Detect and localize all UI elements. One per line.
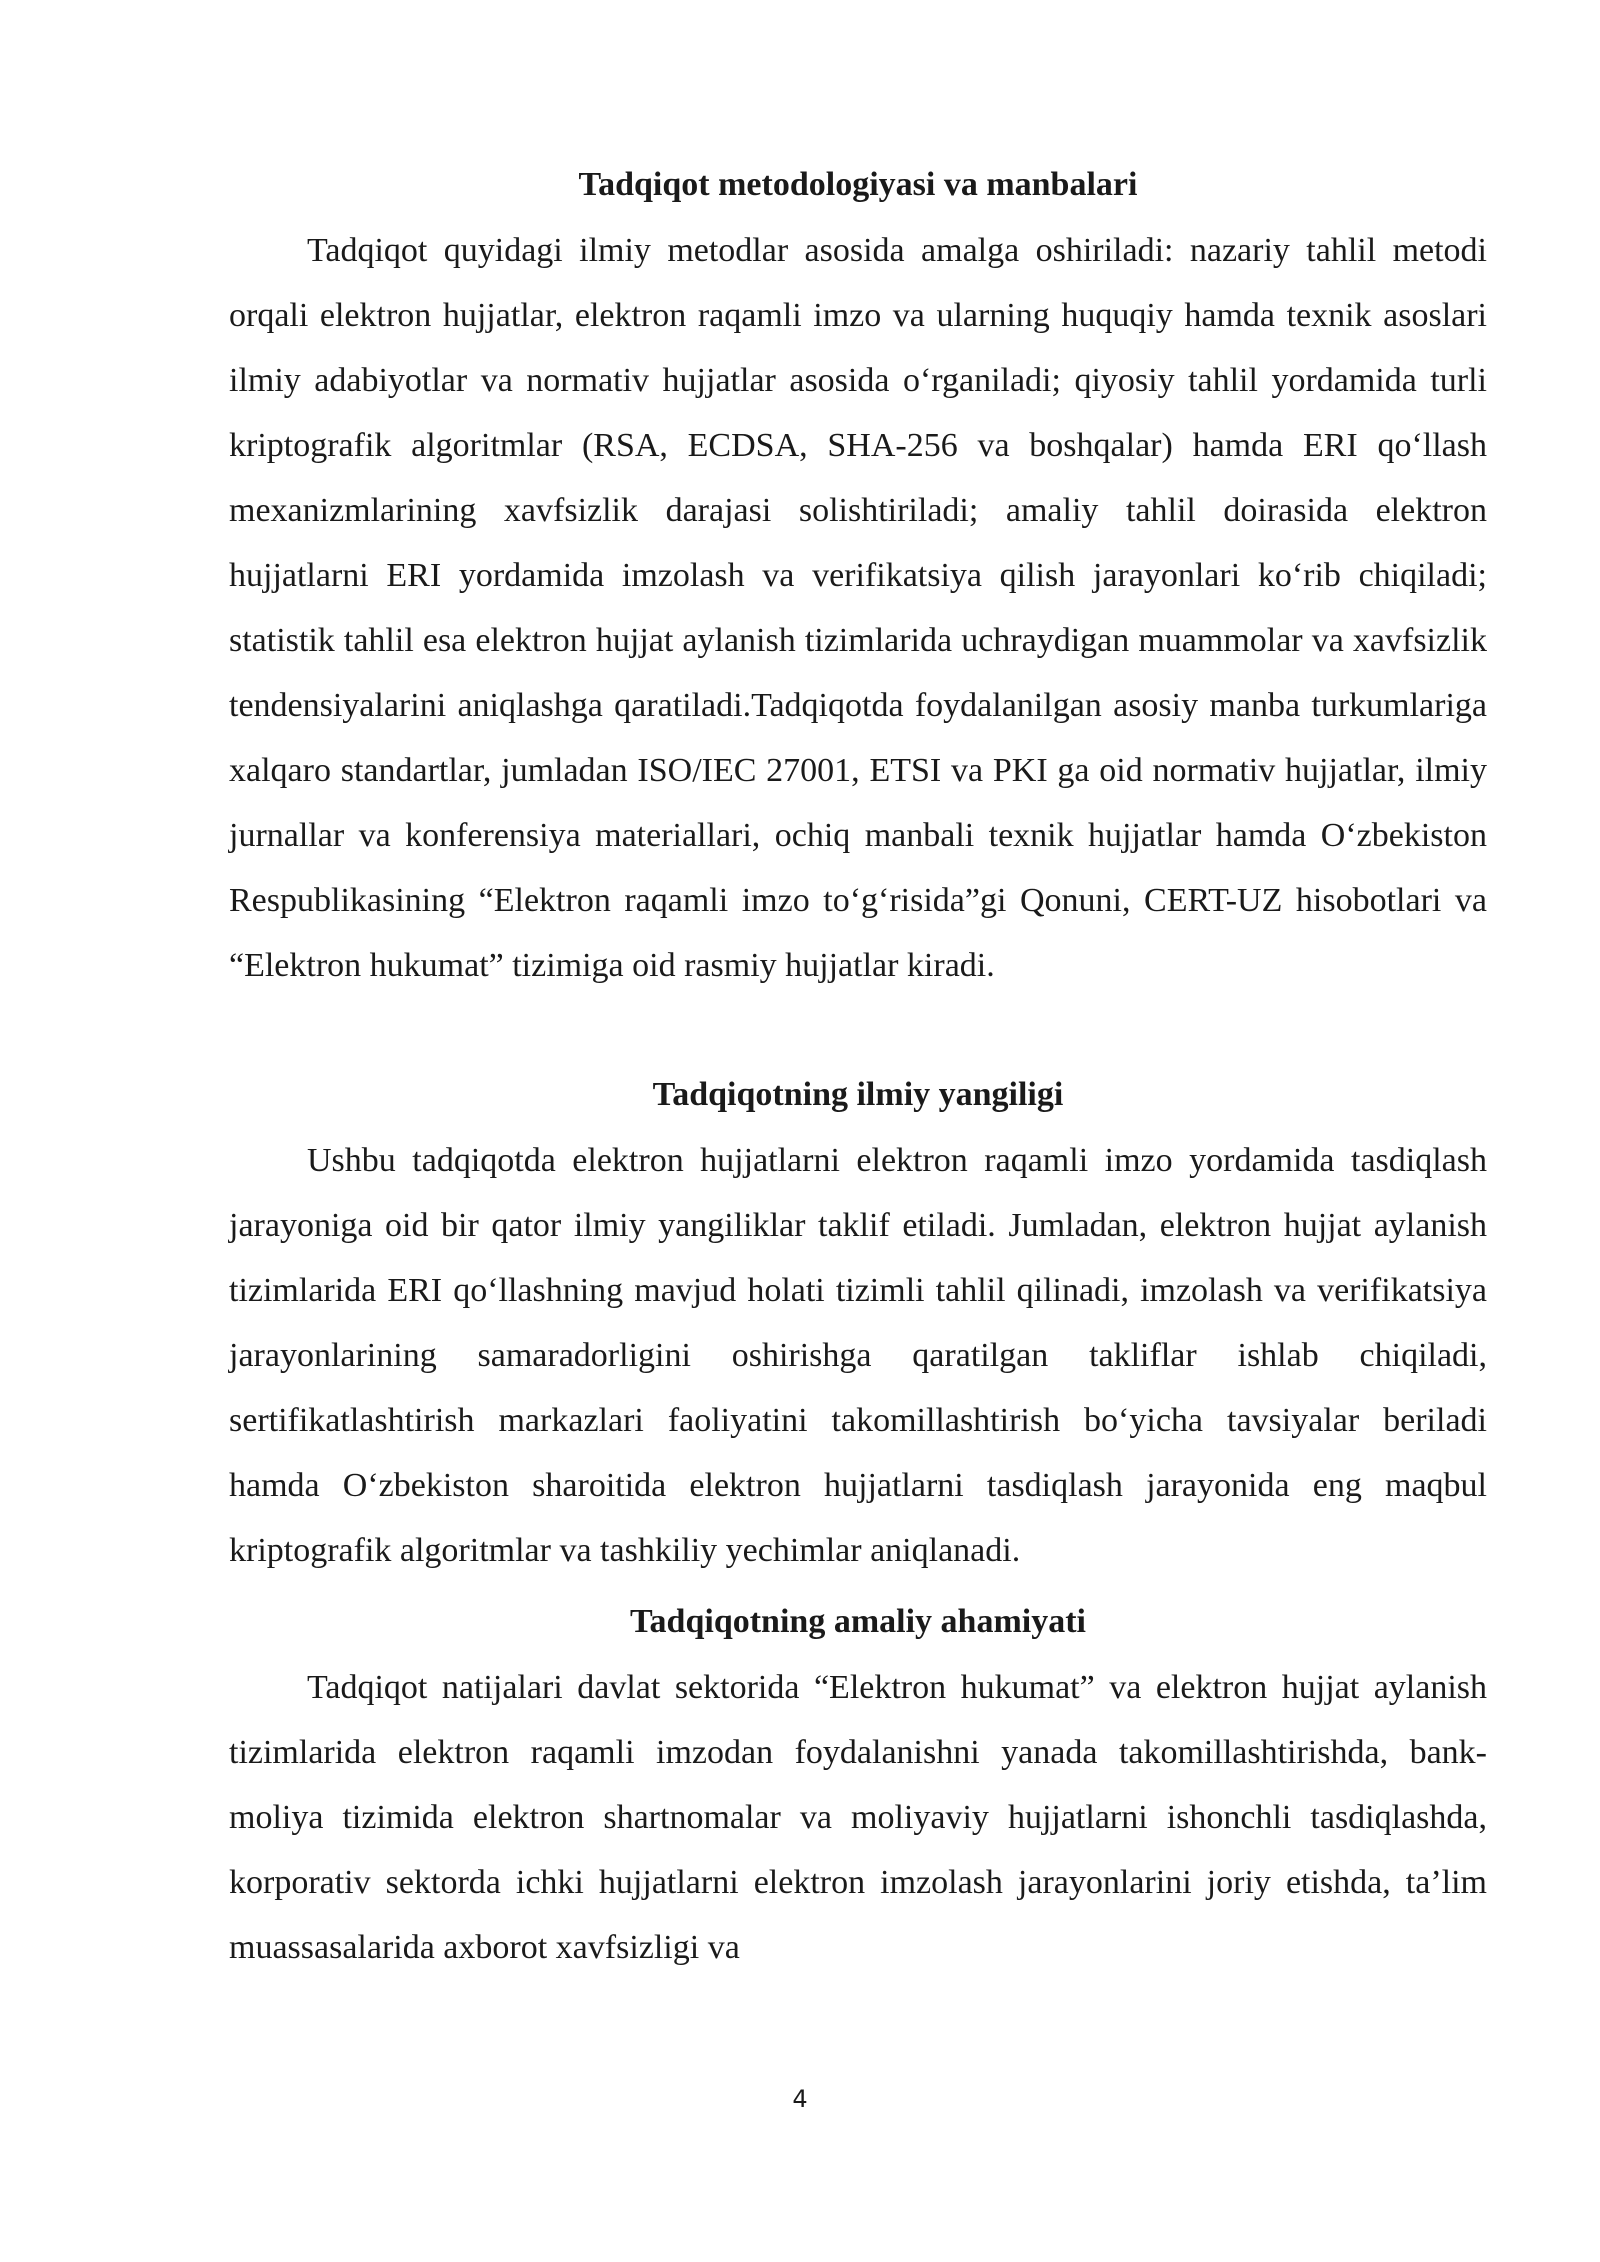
page-content [229, 160, 1487, 1980]
paragraph-scientific-novelty: Ushbu tadqiqotda elektron hujjatlarni elektron raqamli imzo yordamida tasdiqlash jarayoniga oid bir qator ilmiy yangiliklar taklif etiladi. Jumladan, elektron hujjat aylanish tizimlarida ERI qo‘llashning mavjud holati tizimli tahlil qilinadi, imzolash va verifikatsiya jarayonlarining samaradorligini oshirishga qaratilgan takliflar ishlab chiqiladi, sertifikatlashtirish markazlari faoliyatini takomillashtirish bo‘yicha tavsiyalar beriladi hamda O‘zbekiston sharoitida elektron hujjatlarni tasdiqlash jarayonida eng maqbul kriptografik algoritmlar va tashkiliy yechimlar aniqlanadi. [229, 1142, 1487, 1569]
paragraph-practical-significance: Tadqiqot natijalari davlat sektorida “Elektron hukumat” va elektron hujjat aylanish tizimlarida elektron raqamli imzodan foydalanishni yanada takomillashtirishda, bank-moliya tizimida elektron shartnomalar va moliyaviy hujjatlarni ishonchli tasdiqlashda, korporativ sektorda ichki hujjatlarni elektron imzolash jarayonlarini joriy etishda, ta’lim muassasalarida axborot xavfsizligi va [229, 1669, 1487, 1966]
page-number: 4 [792, 2085, 808, 2113]
section-heading-scientific-novelty: Tadqiqotning ilmiy yangiligi [652, 1076, 1064, 1113]
section-heading-practical-significance: Tadqiqotning amaliy ahamiyati [630, 1603, 1086, 1640]
paragraph-methodology: Tadqiqot quyidagi ilmiy metodlar asosida amalga oshiriladi: nazariy tahlil metodi orqali elektron hujjatlar, elektron raqamli imzo va ularning huquqiy hamda texnik asoslari ilmiy adabiyotlar va normativ hujjatlar asosida o‘rganiladi; qiyosiy tahlil yordamida turli kriptografik algoritmlar (RSA, ECDSA, SHA-256 va boshqalar) hamda ERI qo‘llash mexanizmlarining xavfsizlik darajasi solishtiriladi; amaliy tahlil doirasida elektron hujjatlarni ERI yordamida imzolash va verifikatsiya qilish jarayonlari ko‘rib chiqiladi; statistik tahlil esa elektron hujjat aylanish tizimlarida uchraydigan muammolar va xavfsizlik tendensiyalarini aniqlashga qaratiladi.Tadqiqotda foydalanilgan asosiy manba turkumlariga xalqaro standartlar, jumladan ISO/IEC 27001, ETSI va PKI ga oid normativ hujjatlar, ilmiy jurnallar va konferensiya materiallari, ochiq manbali texnik hujjatlar hamda O‘zbekiston Respublikasining “Elektron raqamli imzo to‘g‘risida”gi Qonuni, CERT-UZ hisobotlari va “Elektron hukumat” tizimiga oid rasmiy hujjatlar kiradi. [229, 232, 1487, 984]
section-heading-methodology: Tadqiqot metodologiyasi va manbalari [578, 166, 1138, 203]
